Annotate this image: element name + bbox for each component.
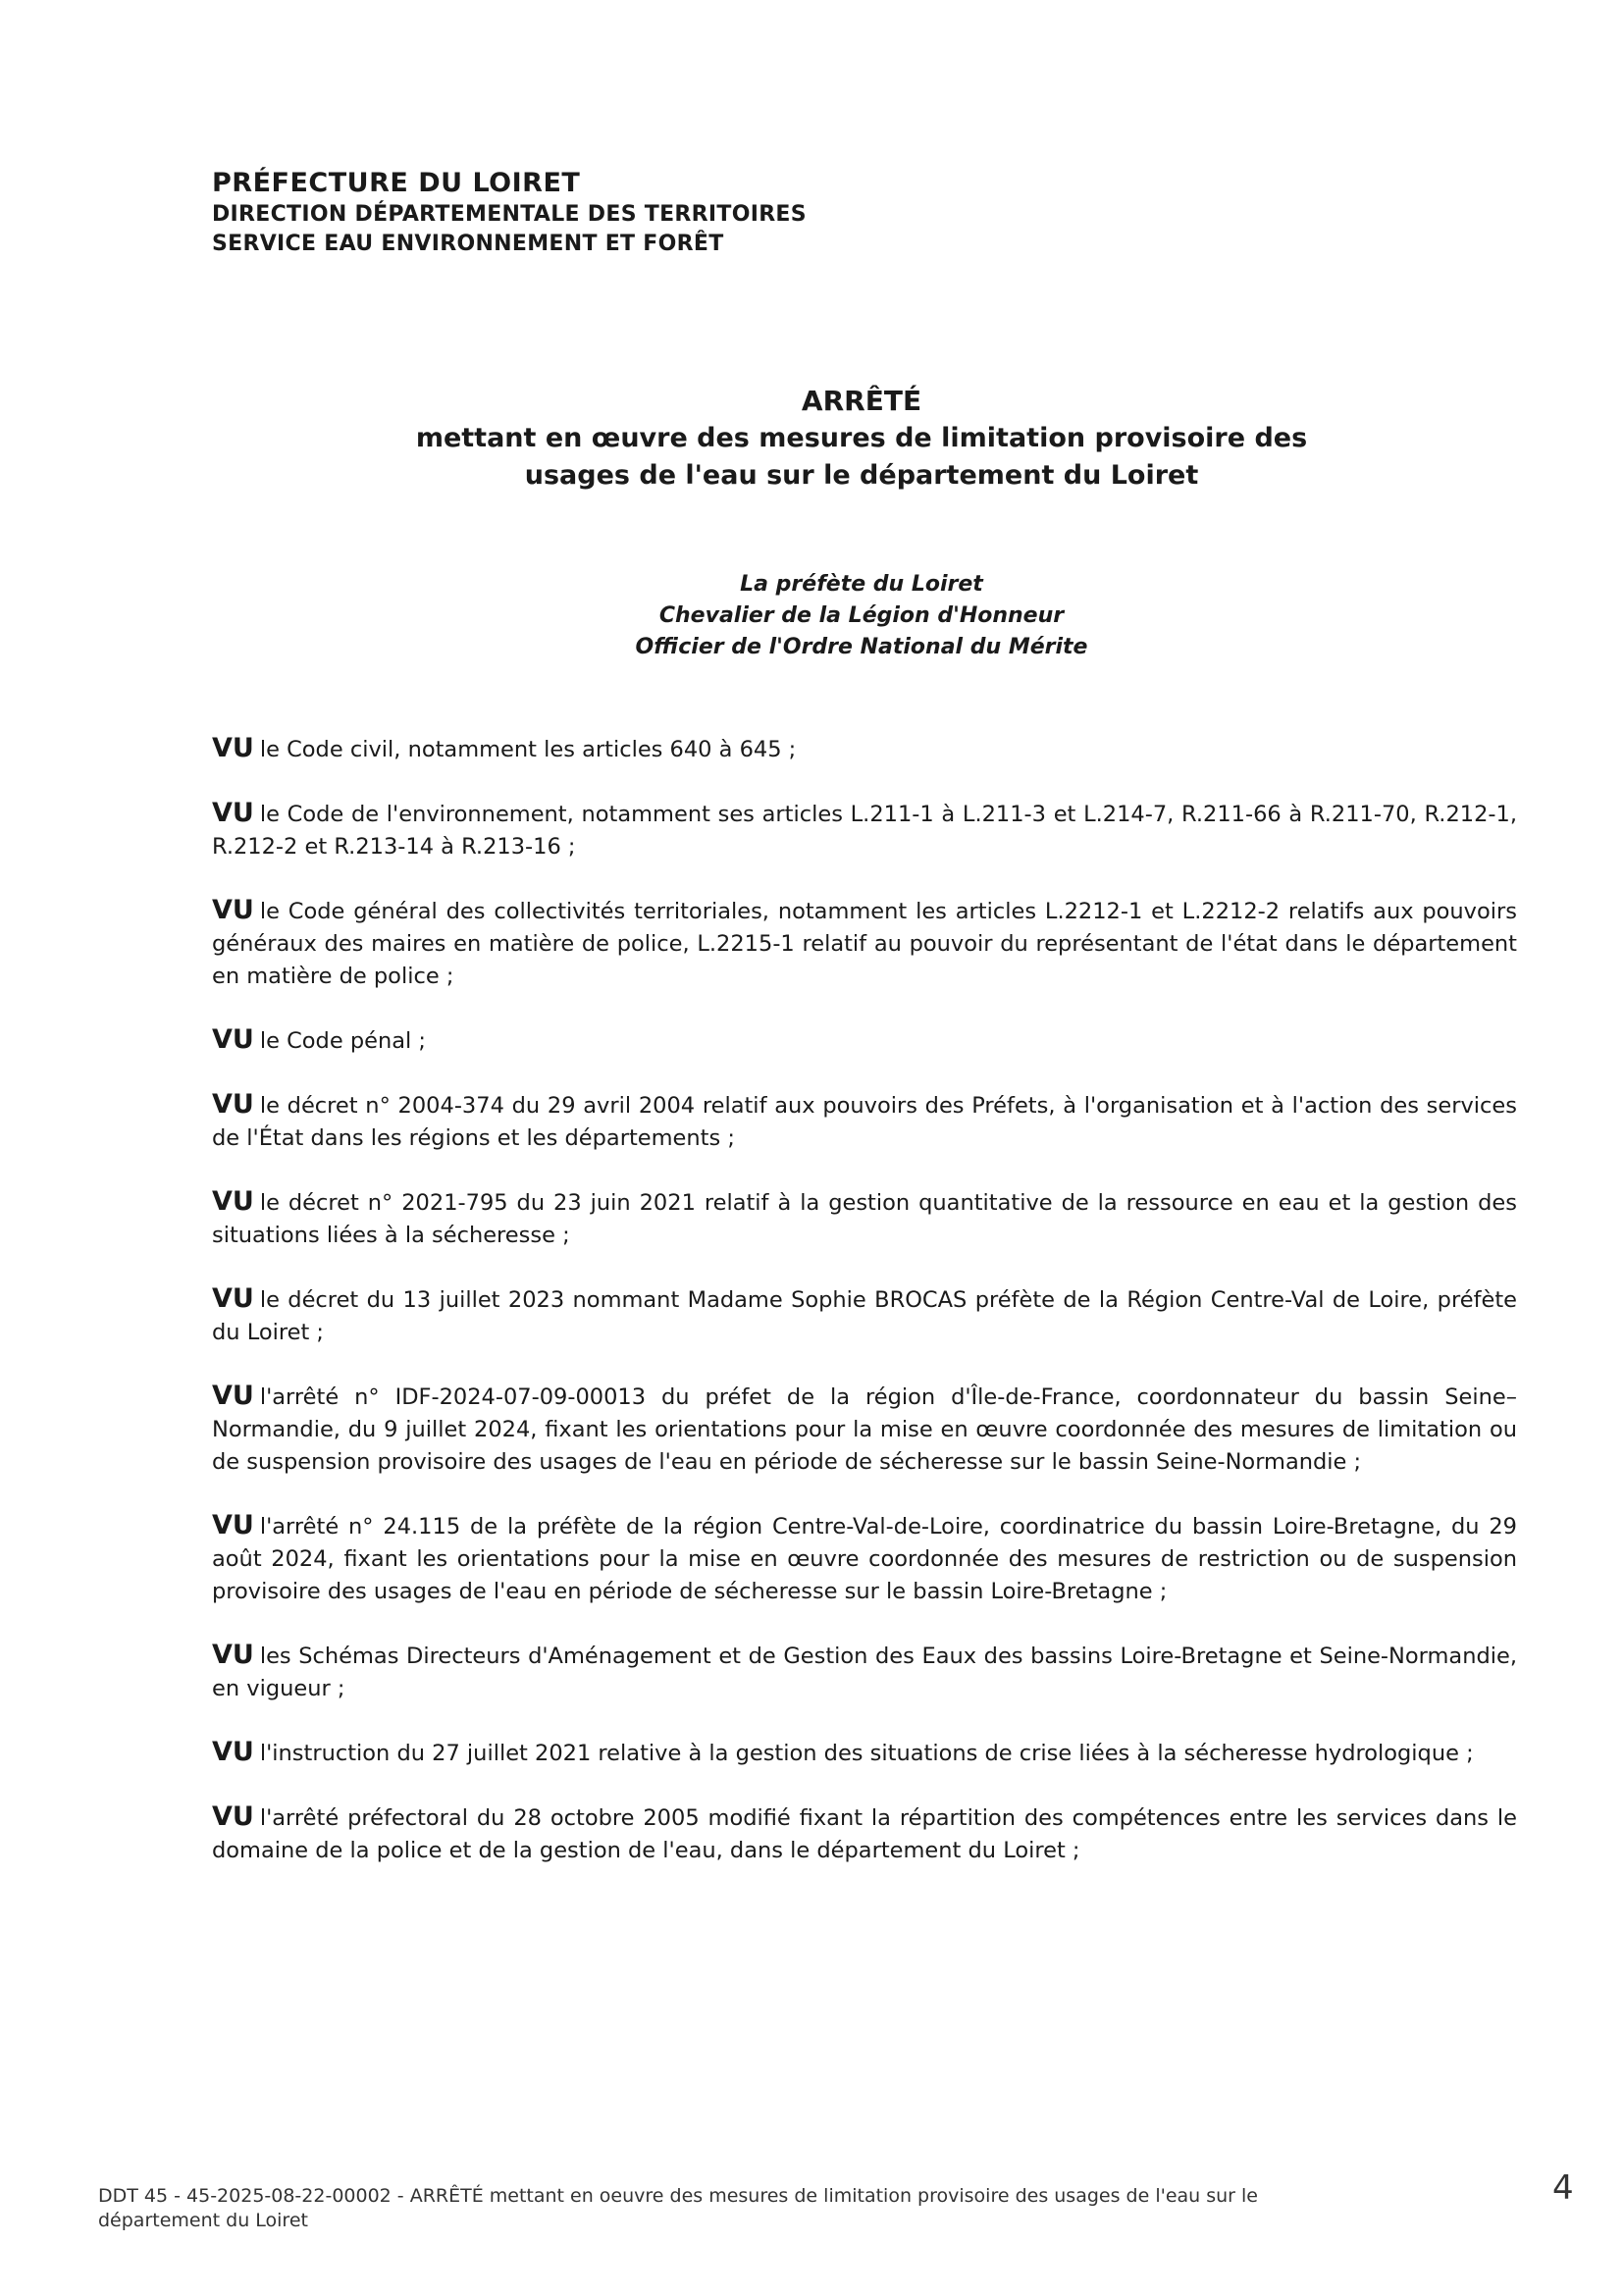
consideration-text: l'arrêté n° 24.115 de la préfète de la région Centre-Val-de-Loire, coordinatrice du bassin Loire-Bretagne, du 29 août 2024, fixant les orientations pour la mise en œuvre coordonnée des mesures de restriction ou de suspension provisoire des usages de l'eau en période de sécheresse sur le bassin Loire-Bretagne ; — [212, 1514, 1517, 1604]
consideration-text: l'arrêté n° IDF-2024-07-09-00013 du préfet de la région d'Île-de-France, coordonnateur du bassin Seine–Normandie, du 9 juillet 2024, fixant les orientations pour la mise en œuvre coordonnée des mesures de limitation ou de suspension provisoire des usages de l'eau en période de sécheresse sur le bassin Seine-Normandie ; — [212, 1384, 1517, 1475]
vu-keyword: VU — [212, 1283, 254, 1314]
decree-title — [212, 383, 1511, 495]
footer-reference: DDT 45 - 45-2025-08-22-00002 - ARRÊTÉ mettant en oeuvre des mesures de limitation provisoire des usages de l'eau sur le département du Loiret — [98, 2185, 1258, 2231]
vu-keyword: VU — [212, 1024, 254, 1055]
decree-heading: ARRÊTÉ — [801, 385, 922, 417]
document-header — [212, 167, 807, 259]
consideration-item — [212, 1509, 1517, 1608]
consideration-text: l'arrêté préfectoral du 28 octobre 2005 modifié fixant la répartition des compétences entre les services dans le domaine de la police et de la gestion de l'eau, dans le département du Loiret ; — [212, 1805, 1517, 1863]
direction-name: DIRECTION DÉPARTEMENTALE DES TERRITOIRES — [212, 202, 807, 227]
vu-keyword: VU — [212, 733, 254, 763]
consideration-item — [212, 894, 1517, 993]
vu-keyword: VU — [212, 1640, 254, 1670]
prefecture-name: PRÉFECTURE DU LOIRET — [212, 168, 581, 198]
signatory-honor-2: Officier de l'Ordre National du Mérite — [635, 635, 1088, 659]
consideration-item — [212, 1088, 1517, 1155]
page-number: 4 — [1552, 2168, 1574, 2208]
vu-keyword: VU — [212, 1381, 254, 1411]
consideration-text: le décret n° 2004-374 du 29 avril 2004 relatif aux pouvoirs des Préfets, à l'organisation et à l'action des services de l'État dans les régions et les départements ; — [212, 1093, 1517, 1151]
consideration-item — [212, 732, 1517, 766]
consideration-item — [212, 1380, 1517, 1479]
consideration-item — [212, 1023, 1517, 1058]
consideration-item — [212, 1282, 1517, 1349]
vu-keyword: VU — [212, 895, 254, 925]
signatory-title: La préfète du Loiret — [740, 572, 983, 597]
consideration-text: le Code civil, notamment les articles 640 à 645 ; — [259, 737, 797, 762]
consideration-text: le décret n° 2021-795 du 23 juin 2021 relatif à la gestion quantitative de la ressource en eau et la gestion des situations liées à la sécheresse ; — [212, 1190, 1517, 1248]
signatory-block — [212, 569, 1511, 663]
consideration-item — [212, 1800, 1517, 1867]
consideration-text: les Schémas Directeurs d'Aménagement et de Gestion des Eaux des bassins Loire-Bretagne et Seine-Normandie, en vigueur ; — [212, 1644, 1517, 1701]
consideration-item — [212, 1736, 1517, 1770]
consideration-text: le Code pénal ; — [259, 1028, 426, 1054]
vu-keyword: VU — [212, 1801, 254, 1832]
consideration-item — [212, 1185, 1517, 1252]
vu-keyword: VU — [212, 1089, 254, 1120]
vu-keyword: VU — [212, 1510, 254, 1540]
service-name: SERVICE EAU ENVIRONNEMENT ET FORÊT — [212, 232, 724, 256]
consideration-item — [212, 797, 1517, 863]
consideration-item — [212, 1639, 1517, 1705]
vu-keyword: VU — [212, 798, 254, 828]
vu-keyword: VU — [212, 1737, 254, 1767]
consideration-text: le Code de l'environnement, notamment ses articles L.211-1 à L.211-3 et L.214-7, R.211-66 à R.211-70, R.212-1, R.212-2 et R.213-14 à R.213-16 ; — [212, 802, 1517, 860]
signatory-honor-1: Chevalier de la Légion d'Honneur — [658, 603, 1065, 628]
consideration-text: le décret du 13 juillet 2023 nommant Madame Sophie BROCAS préfète de la Région Centre-Val de Loire, préfète du Loiret ; — [212, 1287, 1517, 1345]
vu-keyword: VU — [212, 1186, 254, 1217]
considerations-list — [212, 732, 1517, 1898]
consideration-text: le Code général des collectivités territoriales, notamment les articles L.2212-1 et L.2212-2 relatifs aux pouvoirs généraux des maires en matière de police, L.2215-1 relatif au pouvoir du représentant de l'état dans le département en matière de police ; — [212, 899, 1517, 989]
decree-subtitle: mettant en œuvre des mesures de limitation provisoire des usages de l'eau sur le département du Loiret — [415, 423, 1308, 491]
consideration-text: l'instruction du 27 juillet 2021 relative à la gestion des situations de crise liées à la sécheresse hydrologique ; — [259, 1741, 1474, 1766]
